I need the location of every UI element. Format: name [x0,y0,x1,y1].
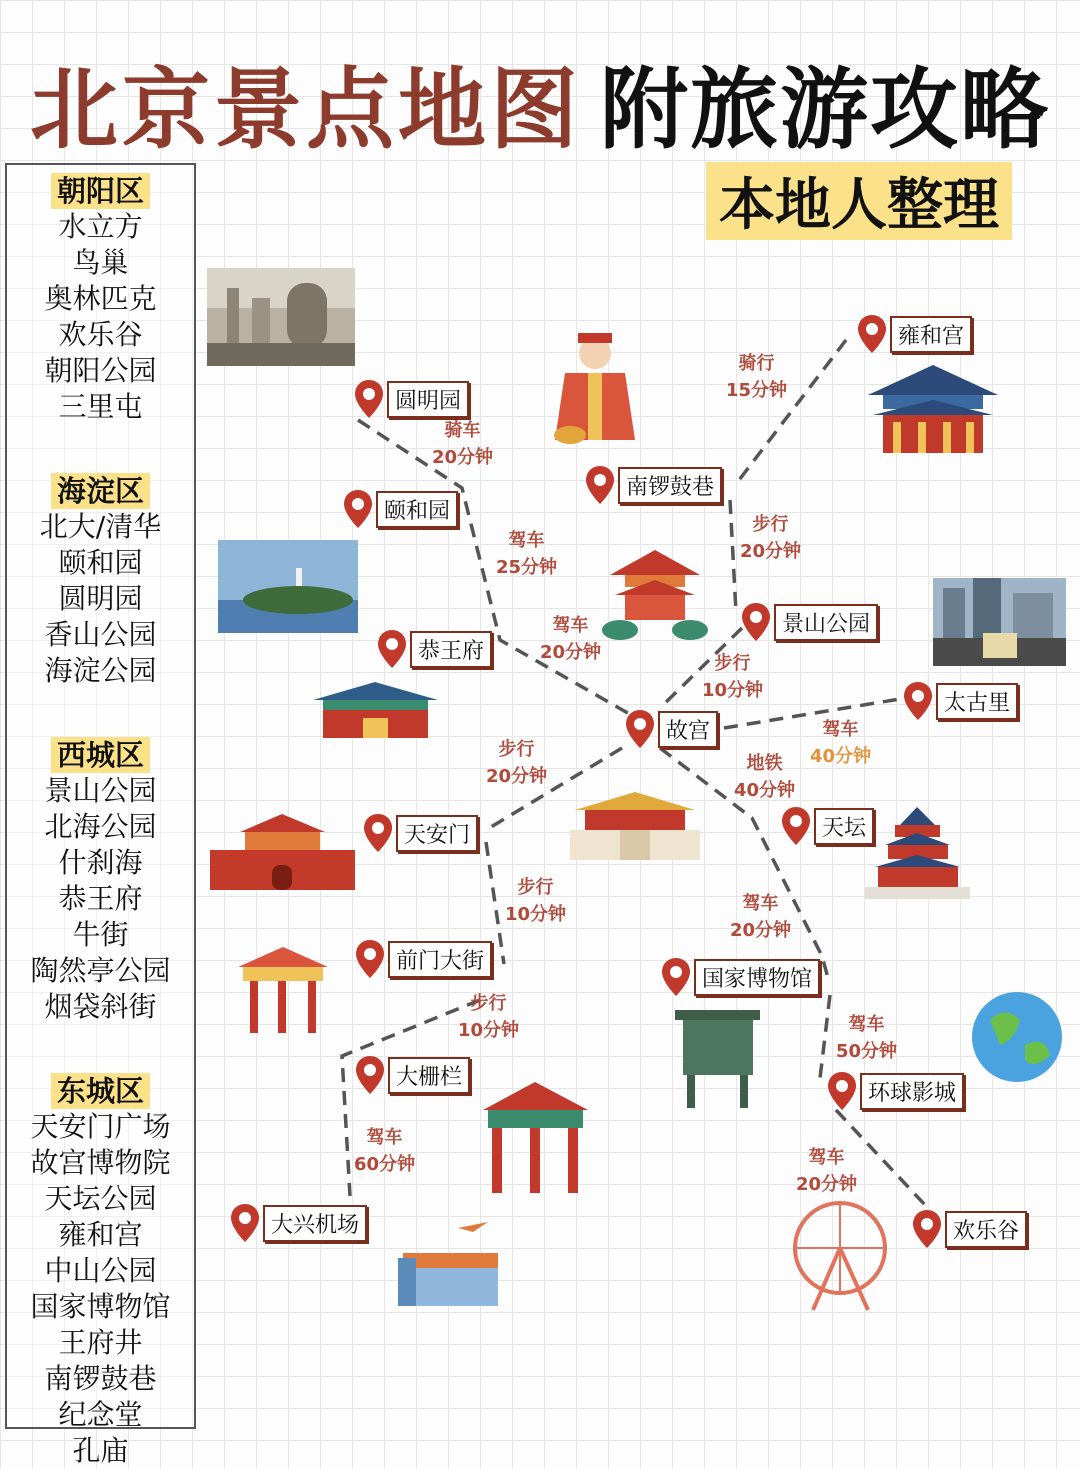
location-yonghegong[interactable] [858,315,972,353]
route-label [486,736,547,790]
district-item: 鸟巢 [72,246,129,279]
district-item: 南锣鼓巷 [44,1362,157,1395]
route-mode: 驾车 [366,1127,403,1148]
yonghegong-illustration [858,360,1008,455]
route-label [354,1124,415,1178]
district-item: 天坛公园 [44,1182,157,1215]
location-name: 天坛 [814,808,874,845]
district-item: 欢乐谷 [58,318,143,351]
district-item: 奥林匹克 [44,282,157,315]
route-label [734,750,795,804]
district-item: 烟袋斜街 [44,990,157,1023]
route-time: 10分钟 [458,1020,520,1041]
district-item: 北海公园 [44,810,157,843]
route-label [702,650,763,704]
map-pin-icon [626,710,654,748]
map-pin-icon [742,603,770,641]
route-mode: 驾车 [822,719,859,740]
route-mode: 地铁 [746,753,783,774]
map-pin-icon [378,630,406,668]
district-item: 故宫博物院 [30,1146,171,1179]
location-name: 颐和园 [376,491,458,528]
route-label [540,612,601,666]
beihai-photo [218,540,358,633]
route-time: 15分钟 [726,380,788,401]
gugong-illustration [565,790,705,860]
route-label [796,1144,857,1198]
route-time: 50分钟 [836,1041,898,1062]
route-time: 10分钟 [505,904,567,925]
district-item: 雍和宫 [58,1218,143,1251]
district-item: 牛街 [72,918,129,951]
district-item: 香山公园 [44,618,157,651]
qianmen-gate-illustration [228,945,338,1035]
location-dashilan[interactable] [356,1056,470,1094]
route-time: 20分钟 [796,1174,858,1195]
district-item: 王府井 [58,1326,143,1359]
route-mode: 步行 [498,739,535,760]
route-mode: 步行 [752,514,789,535]
map-pin-icon [904,682,932,720]
route-label [740,511,801,565]
district-heading: 西城区 [51,737,150,773]
official-figure-illustration [540,325,650,450]
district-item: 孔庙 [72,1434,129,1467]
location-universal[interactable] [828,1072,964,1110]
location-tiananmen[interactable] [364,814,478,852]
district-heading: 海淀区 [51,473,150,509]
location-daxing[interactable] [231,1204,367,1242]
location-name: 大栅栏 [388,1057,470,1094]
route-mode: 驾车 [848,1014,885,1035]
location-name: 景山公园 [774,604,878,641]
route-mode: 驾车 [808,1147,845,1168]
location-yuanmingyuan[interactable] [355,380,469,418]
route-nanluogu-jingshan [730,500,736,612]
location-name: 恭王府 [410,631,492,668]
route-time: 40分钟 [810,746,872,767]
district-item: 海淀公园 [44,654,157,687]
tiantan-illustration [860,805,975,900]
ruins-photo [207,268,355,366]
route-guobo-universal [820,995,830,1078]
location-name: 环球影城 [860,1073,964,1110]
location-name: 故宫 [658,711,718,748]
airport-illustration [398,1218,508,1308]
route-time: 60分钟 [354,1154,416,1175]
location-gongwangfu[interactable] [378,630,492,668]
route-time: 20分钟 [730,920,792,941]
district-item: 中山公园 [44,1254,157,1287]
route-label [458,990,519,1044]
district-item: 国家博物馆 [30,1290,171,1323]
district-item: 水立方 [58,210,143,243]
district-item: 恭王府 [58,882,143,915]
map-pin-icon [858,315,886,353]
route-label [810,716,871,770]
route-label [496,527,557,581]
route-label [730,890,791,944]
location-nanluoguxiang[interactable] [586,466,722,504]
route-mode: 骑车 [444,420,481,441]
taikoo-li-photo [933,578,1066,666]
district-item: 天安门广场 [30,1110,171,1143]
location-name: 南锣鼓巷 [618,467,722,504]
location-name: 圆明园 [387,381,469,418]
route-mode: 驾车 [552,615,589,636]
route-mode: 骑行 [738,353,775,374]
district-item: 颐和园 [58,546,143,579]
location-happyvalley[interactable] [913,1210,1027,1248]
location-tiantan[interactable] [782,807,874,845]
gongwangfu-illustration [308,680,443,740]
map-title: 北京景点地图 [30,58,583,161]
map-pin-icon [355,380,383,418]
district-heading: 朝阳区 [51,173,150,209]
location-jingshan[interactable] [742,603,878,641]
map-pin-icon [356,1056,384,1094]
map-pin-icon [231,1204,259,1242]
bronze-ding-illustration [665,1000,770,1110]
district-item: 朝阳公园 [44,354,157,387]
tiananmen-illustration [210,810,355,890]
location-taiguli[interactable] [904,682,1018,720]
route-mode: 步行 [470,993,507,1014]
location-name: 大兴机场 [263,1205,367,1242]
district-item: 北大/清华 [39,510,162,543]
location-name: 雍和宫 [890,316,972,353]
route-time: 10分钟 [702,680,764,701]
district-heading: 东城区 [51,1073,150,1109]
route-label [505,874,566,928]
location-name: 天安门 [396,815,478,852]
location-gugong[interactable] [626,710,718,748]
location-guobo[interactable] [662,958,820,996]
route-mode: 驾车 [508,530,545,551]
map-pin-icon [356,940,384,978]
location-name: 国家博物馆 [694,959,820,996]
map-pin-icon [344,490,372,528]
route-label [726,350,787,404]
map-pin-icon [913,1210,941,1248]
district-item: 陶然亭公园 [30,954,171,987]
map-pin-icon [586,466,614,504]
pavilion-illustration [600,545,710,640]
map-pin-icon [364,814,392,852]
district-item: 什刹海 [58,846,143,879]
route-time: 40分钟 [734,780,796,801]
district-item: 三里屯 [58,390,143,423]
route-time: 20分钟 [486,766,548,787]
location-name: 太古里 [936,683,1018,720]
map-pin-icon [782,807,810,845]
district-item: 景山公园 [44,774,157,807]
route-time: 20分钟 [432,447,494,468]
route-label [836,1011,897,1065]
location-qianmen[interactable] [356,940,492,978]
route-time: 20分钟 [740,541,802,562]
map-pin-icon [662,958,690,996]
route-time: 25分钟 [496,557,558,578]
route-mode: 驾车 [742,893,779,914]
district-item: 圆明园 [58,582,143,615]
route-mode: 步行 [714,653,751,674]
map-subtitle: 附旅游攻略 [600,58,1051,161]
map-pin-icon [828,1072,856,1110]
dashilan-arch-illustration [478,1080,593,1195]
location-name: 前门大街 [388,941,492,978]
route-label [432,417,493,471]
location-yiheyuan[interactable] [344,490,458,528]
location-name: 欢乐谷 [945,1211,1027,1248]
district-item: 纪念堂 [58,1398,143,1431]
route-time: 20分钟 [540,642,602,663]
local-tag-text: 本地人整理 [719,173,999,238]
route-mode: 步行 [517,877,554,898]
ferris-wheel-illustration [778,1198,903,1313]
globe-illustration [970,990,1065,1085]
